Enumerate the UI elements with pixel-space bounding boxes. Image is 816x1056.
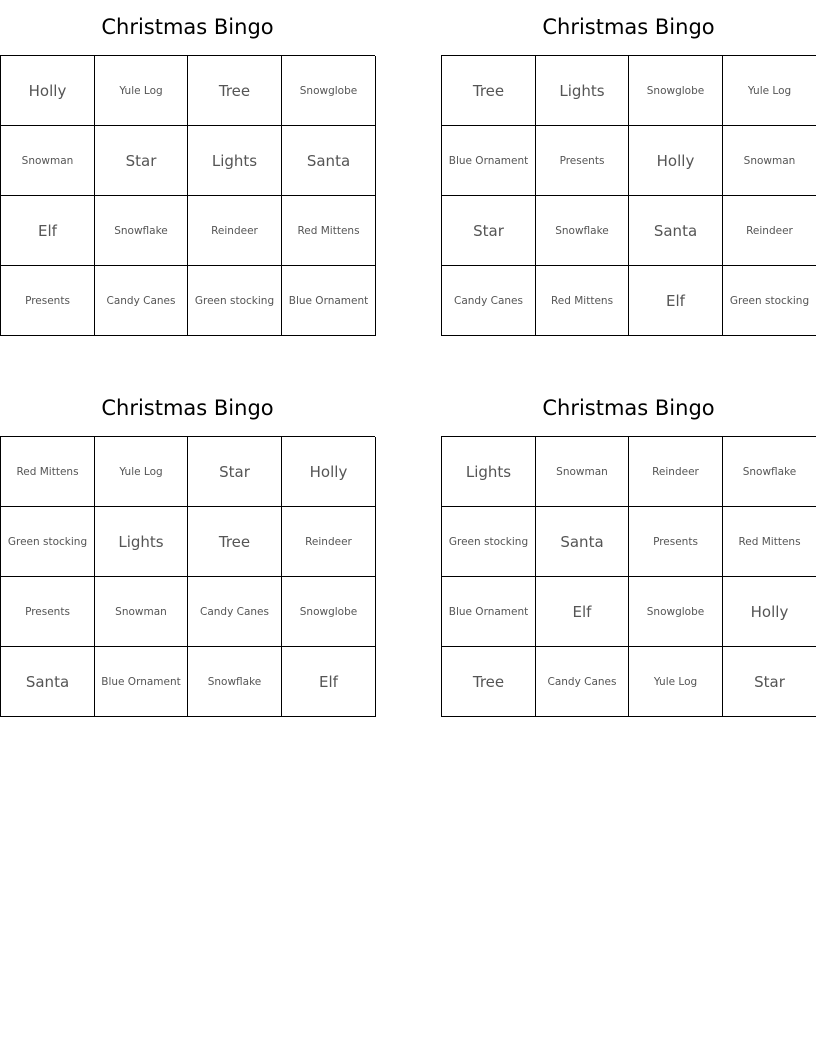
bingo-cell: Snowman [536,437,629,507]
card-title: Christmas Bingo [101,15,274,39]
bingo-cell: Holly [723,577,816,647]
bingo-cell: Red Mittens [282,196,376,266]
bingo-cell: Snowflake [95,196,188,266]
bingo-cell: Snowglobe [629,56,723,126]
bingo-cell: Blue Ornament [282,266,376,336]
bingo-cell: Snowglobe [282,56,376,126]
bingo-cell: Green stocking [1,507,95,577]
bingo-cell: Lights [188,126,282,196]
bingo-cell: Reindeer [629,437,723,507]
bingo-card [0,381,375,691]
bingo-cell: Snowflake [536,196,629,266]
bingo-grid [441,55,816,336]
bingo-cell: Tree [188,507,282,577]
bingo-cell: Snowman [95,577,188,647]
bingo-cell: Tree [188,56,282,126]
bingo-cell: Snowglobe [282,577,376,647]
bingo-cell: Santa [1,647,95,717]
bingo-cell: Blue Ornament [442,577,536,647]
bingo-cell: Presents [1,577,95,647]
bingo-cell: Santa [282,126,376,196]
bingo-cell: Presents [536,126,629,196]
bingo-cell: Santa [629,196,723,266]
bingo-cell: Elf [629,266,723,336]
bingo-cell: Green stocking [723,266,816,336]
bingo-cell: Snowflake [723,437,816,507]
bingo-cell: Candy Canes [536,647,629,717]
bingo-cell: Star [723,647,816,717]
bingo-cell: Elf [1,196,95,266]
bingo-cell: Presents [1,266,95,336]
bingo-cell: Tree [442,647,536,717]
bingo-cell: Candy Canes [188,577,282,647]
bingo-cell: Holly [629,126,723,196]
bingo-cell: Snowman [723,126,816,196]
bingo-cell: Snowflake [188,647,282,717]
bingo-cell: Green stocking [188,266,282,336]
bingo-cell: Candy Canes [95,266,188,336]
bingo-cell: Reindeer [723,196,816,266]
bingo-cell: Tree [442,56,536,126]
bingo-cell: Lights [536,56,629,126]
bingo-cell: Red Mittens [723,507,816,577]
card-title: Christmas Bingo [542,15,715,39]
bingo-cell: Presents [629,507,723,577]
bingo-card [0,0,375,307]
bingo-cell: Green stocking [442,507,536,577]
bingo-cell: Red Mittens [1,437,95,507]
bingo-cell: Yule Log [723,56,816,126]
bingo-cell: Holly [1,56,95,126]
bingo-cell: Elf [282,647,376,717]
bingo-grid [441,436,816,717]
bingo-cell: Santa [536,507,629,577]
bingo-cell: Holly [282,437,376,507]
bingo-cell: Yule Log [95,437,188,507]
bingo-cell: Snowman [1,126,95,196]
card-title: Christmas Bingo [101,396,274,420]
bingo-cell: Star [95,126,188,196]
bingo-cell: Reindeer [282,507,376,577]
bingo-cell: Star [442,196,536,266]
bingo-cell: Elf [536,577,629,647]
bingo-card [441,381,816,691]
bingo-cell: Blue Ornament [95,647,188,717]
bingo-cell: Reindeer [188,196,282,266]
bingo-cell: Star [188,437,282,507]
bingo-cell: Candy Canes [442,266,536,336]
card-title: Christmas Bingo [542,396,715,420]
bingo-cell: Yule Log [629,647,723,717]
bingo-cell: Lights [95,507,188,577]
bingo-cell: Yule Log [95,56,188,126]
bingo-card [441,0,816,310]
bingo-cell: Red Mittens [536,266,629,336]
bingo-cell: Blue Ornament [442,126,536,196]
bingo-cell: Lights [442,437,536,507]
bingo-grid [0,436,375,717]
bingo-cell: Snowglobe [629,577,723,647]
bingo-grid [0,55,375,336]
